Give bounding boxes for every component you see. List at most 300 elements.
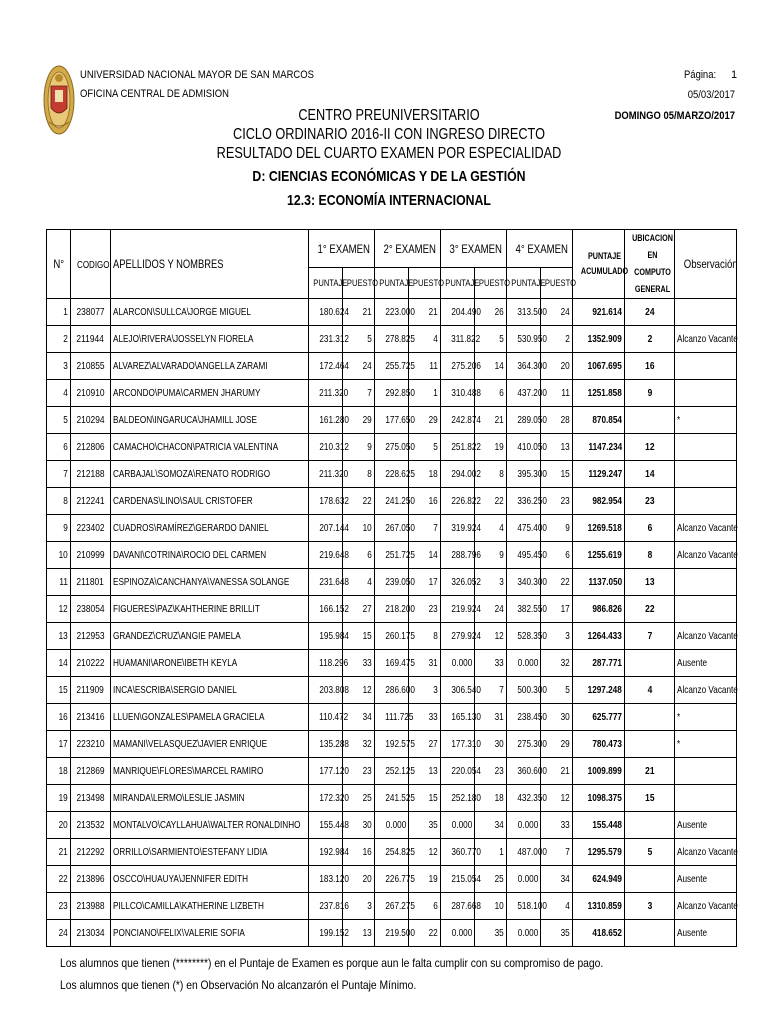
cell-ubicacion [625, 650, 675, 677]
cell-puesto-4: 20 [541, 353, 573, 380]
cell-puntaje-4: 0.000 [507, 650, 541, 677]
cell-puntaje-3: 165.130 [441, 704, 475, 731]
cell-codigo: 210222 [71, 650, 111, 677]
cell-puntaje-4: 395.300 [507, 461, 541, 488]
cell-observacion [675, 596, 737, 623]
cell-no: 12 [47, 596, 71, 623]
cell-codigo: 213416 [71, 704, 111, 731]
cell-puesto-3: 26 [475, 299, 507, 326]
cell-codigo: 223210 [71, 731, 111, 758]
cell-nombre: MANRIQUE\FLORES\MARCEL RAMIRO [111, 758, 309, 785]
cell-observacion: * [675, 407, 737, 434]
cell-puntaje-1: 177.120 [309, 758, 343, 785]
cell-puesto-2: 12 [409, 839, 441, 866]
cell-puntaje-4: 0.000 [507, 920, 541, 947]
col-header-puntaje-4: PUNTAJE [507, 268, 541, 299]
cell-puntaje-acumulado: 1255.619 [573, 542, 625, 569]
cell-puesto-1: 8 [343, 461, 375, 488]
cell-puesto-4: 17 [541, 596, 573, 623]
results-table [46, 229, 737, 947]
cell-puntaje-3: 0.000 [441, 650, 475, 677]
cell-observacion: * [675, 704, 737, 731]
cell-nombre: GRANDEZ\CRUZ\ANGIE PAMELA [111, 623, 309, 650]
cell-puntaje-2: 241.525 [375, 785, 409, 812]
cell-ubicacion: 4 [625, 677, 675, 704]
cell-puesto-2: 16 [409, 488, 441, 515]
col-header-no: N° [47, 230, 71, 299]
cell-puntaje-3: 294.002 [441, 461, 475, 488]
table-row [47, 407, 737, 434]
cell-codigo: 210294 [71, 407, 111, 434]
cell-puesto-4: 29 [541, 731, 573, 758]
cell-puntaje-1: 118.296 [309, 650, 343, 677]
cell-observacion [675, 380, 737, 407]
cell-puntaje-1: 183.120 [309, 866, 343, 893]
table-row [47, 650, 737, 677]
cell-ubicacion [625, 866, 675, 893]
cell-puntaje-1: 195.984 [309, 623, 343, 650]
cell-puntaje-3: 288.796 [441, 542, 475, 569]
cell-puntaje-1: 203.808 [309, 677, 343, 704]
cell-no: 9 [47, 515, 71, 542]
cell-puesto-2: 35 [409, 812, 441, 839]
cell-puntaje-4: 340.300 [507, 569, 541, 596]
col-header-observacion: Observación [675, 230, 737, 299]
cell-puesto-4: 5 [541, 677, 573, 704]
cell-puesto-4: 2 [541, 326, 573, 353]
cell-puntaje-acumulado: 1067.695 [573, 353, 625, 380]
cell-puntaje-1: 172.464 [309, 353, 343, 380]
cell-puntaje-acumulado: 780.473 [573, 731, 625, 758]
col-header-puntaje-2: PUNTAJE [375, 268, 409, 299]
cell-puntaje-4: 336.250 [507, 488, 541, 515]
cell-puntaje-3: 0.000 [441, 920, 475, 947]
cell-observacion: Ausente [675, 920, 737, 947]
table-row [47, 920, 737, 947]
cell-puntaje-2: 286.600 [375, 677, 409, 704]
cell-observacion [675, 758, 737, 785]
cell-puntaje-1: 180.624 [309, 299, 343, 326]
cell-puntaje-acumulado: 1295.579 [573, 839, 625, 866]
cell-codigo: 212188 [71, 461, 111, 488]
cell-puesto-1: 29 [343, 407, 375, 434]
cell-puntaje-3: 0.000 [441, 812, 475, 839]
title-line-2: CICLO ORDINARIO 2016-II CON INGRESO DIRECTO [233, 126, 545, 143]
cell-puesto-1: 15 [343, 623, 375, 650]
cell-nombre: FIGUERES\PAZ\KAHTHERINE BRILLIT [111, 596, 309, 623]
cell-ubicacion: 9 [625, 380, 675, 407]
cell-puntaje-3: 219.924 [441, 596, 475, 623]
cell-puntaje-4: 275.300 [507, 731, 541, 758]
cell-puesto-3: 23 [475, 758, 507, 785]
office-name: OFICINA CENTRAL DE ADMISION [80, 88, 229, 100]
cell-observacion: Alcanzo Vacante [675, 623, 737, 650]
cell-puntaje-4: 432.350 [507, 785, 541, 812]
cell-puesto-4: 12 [541, 785, 573, 812]
cell-puesto-4: 22 [541, 569, 573, 596]
cell-puesto-1: 5 [343, 326, 375, 353]
col-header-nombres: APELLIDOS Y NOMBRES [111, 230, 309, 299]
cell-puntaje-4: 410.050 [507, 434, 541, 461]
cell-puesto-4: 23 [541, 488, 573, 515]
cell-puntaje-2: 223.000 [375, 299, 409, 326]
cell-puesto-2: 33 [409, 704, 441, 731]
table-row [47, 704, 737, 731]
cell-puntaje-acumulado: 921.614 [573, 299, 625, 326]
cell-ubicacion: 8 [625, 542, 675, 569]
cell-puesto-3: 14 [475, 353, 507, 380]
cell-puntaje-acumulado: 418.652 [573, 920, 625, 947]
cell-puesto-3: 21 [475, 407, 507, 434]
cell-codigo: 212806 [71, 434, 111, 461]
cell-puntaje-1: 161.280 [309, 407, 343, 434]
cell-puntaje-1: 199.152 [309, 920, 343, 947]
cell-puesto-4: 30 [541, 704, 573, 731]
cell-puntaje-1: 210.312 [309, 434, 343, 461]
cell-codigo: 213498 [71, 785, 111, 812]
cell-puesto-4: 11 [541, 380, 573, 407]
cell-puntaje-1: 231.312 [309, 326, 343, 353]
col-header-puesto-2: PUESTO [409, 268, 441, 299]
col-header-exam4: 4° EXAMEN [507, 230, 573, 268]
cell-ubicacion [625, 704, 675, 731]
cell-nombre: ALVAREZ\ALVARADO\ANGELLA ZARAMI [111, 353, 309, 380]
col-header-puntaje-acumulado: PUNTAJE ACUMULADO [573, 230, 625, 299]
cell-nombre: OSCCO\HUAUYA\JENNIFER EDITH [111, 866, 309, 893]
cell-ubicacion: 7 [625, 623, 675, 650]
cell-nombre: INCA\ESCRIBA\SERGIO DANIEL [111, 677, 309, 704]
cell-puesto-4: 24 [541, 299, 573, 326]
cell-ubicacion [625, 812, 675, 839]
cell-puesto-2: 7 [409, 515, 441, 542]
cell-nombre: ORRILLO\SARMIENTO\ESTEFANY LIDIA [111, 839, 309, 866]
cell-puntaje-1: 237.816 [309, 893, 343, 920]
cell-puesto-2: 23 [409, 596, 441, 623]
cell-puesto-3: 33 [475, 650, 507, 677]
cell-codigo: 213532 [71, 812, 111, 839]
cell-puntaje-2: 260.175 [375, 623, 409, 650]
cell-puesto-1: 16 [343, 839, 375, 866]
cell-codigo: 211909 [71, 677, 111, 704]
cell-no: 7 [47, 461, 71, 488]
cell-no: 17 [47, 731, 71, 758]
cell-no: 14 [47, 650, 71, 677]
table-row [47, 380, 737, 407]
col-header-exam2: 2° EXAMEN [375, 230, 441, 268]
cell-puesto-1: 10 [343, 515, 375, 542]
table-row [47, 434, 737, 461]
cell-puesto-2: 21 [409, 299, 441, 326]
cell-nombre: CARBAJAL\SOMOZA\RENATO RODRIGO [111, 461, 309, 488]
institution-name: UNIVERSIDAD NACIONAL MAYOR DE SAN MARCOS [80, 69, 314, 81]
cell-nombre: BALDEON\INGARUCA\JHAMILL JOSE [111, 407, 309, 434]
cell-observacion: Ausente [675, 866, 737, 893]
cell-ubicacion: 5 [625, 839, 675, 866]
cell-codigo: 211944 [71, 326, 111, 353]
report-date: 05/03/2017 [687, 89, 735, 101]
cell-puesto-1: 4 [343, 569, 375, 596]
cell-puesto-2: 14 [409, 542, 441, 569]
cell-ubicacion: 3 [625, 893, 675, 920]
cell-ubicacion: 14 [625, 461, 675, 488]
cell-nombre: CAMACHO\CHACON\PATRICIA VALENTINA [111, 434, 309, 461]
col-header-puntaje-1: PUNTAJE [309, 268, 343, 299]
cell-puntaje-3: 226.822 [441, 488, 475, 515]
cell-puntaje-acumulado: 982.954 [573, 488, 625, 515]
title-line-1: CENTRO PREUNIVERSITARIO [298, 107, 480, 124]
cell-puntaje-3: 251.822 [441, 434, 475, 461]
table-row [47, 677, 737, 704]
cell-ubicacion: 24 [625, 299, 675, 326]
cell-observacion [675, 569, 737, 596]
cell-puesto-2: 13 [409, 758, 441, 785]
cell-puesto-1: 21 [343, 299, 375, 326]
cell-puesto-1: 27 [343, 596, 375, 623]
cell-puntaje-2: 177.650 [375, 407, 409, 434]
cell-puntaje-4: 0.000 [507, 866, 541, 893]
table-row [47, 461, 737, 488]
cell-puntaje-2: 192.575 [375, 731, 409, 758]
table-row [47, 839, 737, 866]
cell-observacion [675, 353, 737, 380]
cell-no: 8 [47, 488, 71, 515]
cell-puntaje-2: 252.125 [375, 758, 409, 785]
cell-puesto-1: 9 [343, 434, 375, 461]
cell-ubicacion: 23 [625, 488, 675, 515]
cell-codigo: 212241 [71, 488, 111, 515]
cell-no: 18 [47, 758, 71, 785]
cell-puesto-2: 15 [409, 785, 441, 812]
cell-puntaje-3: 306.540 [441, 677, 475, 704]
cell-codigo: 238077 [71, 299, 111, 326]
cell-ubicacion: 22 [625, 596, 675, 623]
cell-ubicacion [625, 407, 675, 434]
cell-puntaje-2: 226.775 [375, 866, 409, 893]
cell-ubicacion: 13 [625, 569, 675, 596]
table-row [47, 542, 737, 569]
table-row [47, 326, 737, 353]
cell-puntaje-1: 219.648 [309, 542, 343, 569]
cell-puntaje-acumulado: 870.854 [573, 407, 625, 434]
cell-nombre: PILLCO\CAMILLA\KATHERINE LIZBETH [111, 893, 309, 920]
table-row [47, 596, 737, 623]
cell-puntaje-1: 135.288 [309, 731, 343, 758]
table-row [47, 515, 737, 542]
cell-puntaje-3: 220.054 [441, 758, 475, 785]
note-payment: Los alumnos que tienen (********) en el Puntaje de Examen es porque aun le falta cumplir con su compromiso de pago. [60, 956, 604, 970]
cell-puntaje-2: 251.725 [375, 542, 409, 569]
cell-puesto-4: 33 [541, 812, 573, 839]
table-row [47, 731, 737, 758]
table-row [47, 812, 737, 839]
cell-puesto-4: 4 [541, 893, 573, 920]
cell-nombre: PONCIANO\FELIX\VALERIE SOFIA [111, 920, 309, 947]
cell-puntaje-acumulado: 1297.248 [573, 677, 625, 704]
cell-puntaje-3: 242.874 [441, 407, 475, 434]
col-header-puntaje-3: PUNTAJE [441, 268, 475, 299]
cell-observacion: Alcanzo Vacante [675, 542, 737, 569]
cell-puesto-3: 34 [475, 812, 507, 839]
cell-puesto-3: 24 [475, 596, 507, 623]
cell-observacion [675, 299, 737, 326]
cell-puntaje-4: 495.450 [507, 542, 541, 569]
cell-puntaje-3: 287.668 [441, 893, 475, 920]
cell-puesto-4: 28 [541, 407, 573, 434]
cell-nombre: MONTALVO\CAYLLAHUA\WALTER RONALDINHO [111, 812, 309, 839]
cell-puesto-1: 30 [343, 812, 375, 839]
cell-observacion: Alcanzo Vacante [675, 326, 737, 353]
cell-ubicacion: 12 [625, 434, 675, 461]
col-header-puesto-3: PUESTO [475, 268, 507, 299]
cell-codigo: 213034 [71, 920, 111, 947]
cell-puntaje-3: 215.054 [441, 866, 475, 893]
cell-puesto-1: 25 [343, 785, 375, 812]
cell-nombre: MIRANDA\LERMO\LESLIE JASMIN [111, 785, 309, 812]
cell-puntaje-2: 239.050 [375, 569, 409, 596]
cell-nombre: ALEJO\RIVERA\JOSSELYN FIORELA [111, 326, 309, 353]
cell-puesto-2: 11 [409, 353, 441, 380]
cell-codigo: 210999 [71, 542, 111, 569]
cell-puntaje-1: 178.632 [309, 488, 343, 515]
cell-puesto-1: 13 [343, 920, 375, 947]
cell-no: 20 [47, 812, 71, 839]
cell-puntaje-acumulado: 1009.899 [573, 758, 625, 785]
cell-puntaje-acumulado: 1264.433 [573, 623, 625, 650]
cell-puesto-1: 32 [343, 731, 375, 758]
cell-observacion [675, 461, 737, 488]
cell-puesto-2: 22 [409, 920, 441, 947]
cell-puntaje-1: 211.320 [309, 380, 343, 407]
cell-ubicacion: 21 [625, 758, 675, 785]
cell-no: 13 [47, 623, 71, 650]
table-row [47, 785, 737, 812]
cell-puntaje-acumulado: 624.949 [573, 866, 625, 893]
page-label: Página: [684, 69, 717, 81]
cell-puesto-4: 3 [541, 623, 573, 650]
cell-puntaje-4: 528.350 [507, 623, 541, 650]
cell-puntaje-3: 275.206 [441, 353, 475, 380]
cell-no: 21 [47, 839, 71, 866]
cell-nombre: CUADROS\RAMÍREZ\GERARDO DANIEL [111, 515, 309, 542]
cell-puesto-4: 7 [541, 839, 573, 866]
cell-codigo: 238054 [71, 596, 111, 623]
cell-no: 22 [47, 866, 71, 893]
cell-ubicacion: 15 [625, 785, 675, 812]
cell-puesto-4: 15 [541, 461, 573, 488]
cell-nombre: CARDENAS\LINO\SAUL CRISTOFER [111, 488, 309, 515]
cell-nombre: MAMANI\VELASQUEZ\JAVIER ENRIQUE [111, 731, 309, 758]
cell-puesto-1: 6 [343, 542, 375, 569]
table-row [47, 299, 737, 326]
cell-observacion [675, 488, 737, 515]
cell-puesto-3: 18 [475, 785, 507, 812]
cell-puesto-3: 30 [475, 731, 507, 758]
cell-nombre: ARCONDO\PUMA\CARMEN JHARUMY [111, 380, 309, 407]
cell-observacion [675, 785, 737, 812]
cell-puesto-3: 25 [475, 866, 507, 893]
cell-puntaje-3: 326.052 [441, 569, 475, 596]
cell-puesto-1: 24 [343, 353, 375, 380]
cell-puntaje-acumulado: 1352.909 [573, 326, 625, 353]
cell-puntaje-4: 360.600 [507, 758, 541, 785]
cell-puesto-3: 35 [475, 920, 507, 947]
cell-puesto-1: 23 [343, 758, 375, 785]
col-header-puesto-1: PUESTO [343, 268, 375, 299]
cell-ubicacion [625, 920, 675, 947]
cell-puesto-2: 6 [409, 893, 441, 920]
cell-no: 6 [47, 434, 71, 461]
cell-observacion: Alcanzo Vacante [675, 893, 737, 920]
cell-puntaje-3: 279.924 [441, 623, 475, 650]
col-header-puesto-4: PUESTO [541, 268, 573, 299]
cell-observacion [675, 434, 737, 461]
table-row [47, 353, 737, 380]
cell-puntaje-acumulado: 1269.518 [573, 515, 625, 542]
cell-observacion: Ausente [675, 650, 737, 677]
cell-puntaje-4: 475.400 [507, 515, 541, 542]
cell-puntaje-acumulado: 625.777 [573, 704, 625, 731]
cell-puesto-4: 34 [541, 866, 573, 893]
cell-puesto-4: 21 [541, 758, 573, 785]
cell-puntaje-2: 241.250 [375, 488, 409, 515]
cell-puntaje-2: 275.050 [375, 434, 409, 461]
col-header-exam3: 3° EXAMEN [441, 230, 507, 268]
title-line-3: RESULTADO DEL CUARTO EXAMEN POR ESPECIALIDAD [216, 145, 562, 162]
cell-no: 24 [47, 920, 71, 947]
cell-puesto-3: 31 [475, 704, 507, 731]
cell-puntaje-2: 267.050 [375, 515, 409, 542]
cell-puntaje-4: 382.550 [507, 596, 541, 623]
note-minimum-score: Los alumnos que tienen (*) en Observación No alcanzarón el Puntaje Mínimo. [60, 978, 417, 992]
cell-puesto-3: 4 [475, 515, 507, 542]
cell-observacion: Alcanzo Vacante [675, 839, 737, 866]
cell-puntaje-acumulado: 287.771 [573, 650, 625, 677]
cell-nombre: ESPINOZA\CANCHANYA\VANESSA SOLANGE [111, 569, 309, 596]
cell-no: 2 [47, 326, 71, 353]
cell-puesto-2: 27 [409, 731, 441, 758]
faculty-title: D: CIENCIAS ECONÓMICAS Y DE LA GESTIÓN [252, 168, 526, 185]
cell-codigo: 212292 [71, 839, 111, 866]
cell-puntaje-acumulado: 1098.375 [573, 785, 625, 812]
cell-puntaje-2: 267.275 [375, 893, 409, 920]
cell-puesto-3: 8 [475, 461, 507, 488]
cell-puesto-1: 3 [343, 893, 375, 920]
cell-puesto-4: 32 [541, 650, 573, 677]
cell-puesto-2: 4 [409, 326, 441, 353]
cell-puntaje-4: 437.200 [507, 380, 541, 407]
cell-puesto-3: 9 [475, 542, 507, 569]
results-body [47, 299, 737, 947]
cell-no: 11 [47, 569, 71, 596]
cell-puntaje-4: 487.000 [507, 839, 541, 866]
cell-puesto-1: 22 [343, 488, 375, 515]
cell-puntaje-2: 111.725 [375, 704, 409, 731]
cell-nombre: DAVANI\COTRINA\ROCIO DEL CARMEN [111, 542, 309, 569]
cell-ubicacion: 6 [625, 515, 675, 542]
cell-puntaje-1: 192.984 [309, 839, 343, 866]
cell-puntaje-4: 530.950 [507, 326, 541, 353]
cell-puesto-2: 29 [409, 407, 441, 434]
cell-puntaje-2: 218.200 [375, 596, 409, 623]
cell-ubicacion: 2 [625, 326, 675, 353]
cell-puntaje-2: 278.825 [375, 326, 409, 353]
cell-puesto-3: 10 [475, 893, 507, 920]
cell-no: 5 [47, 407, 71, 434]
cell-nombre: ALARCON\SULLCA\JORGE MIGUEL [111, 299, 309, 326]
cell-puesto-1: 33 [343, 650, 375, 677]
cell-puntaje-acumulado: 1147.234 [573, 434, 625, 461]
cell-codigo: 213896 [71, 866, 111, 893]
